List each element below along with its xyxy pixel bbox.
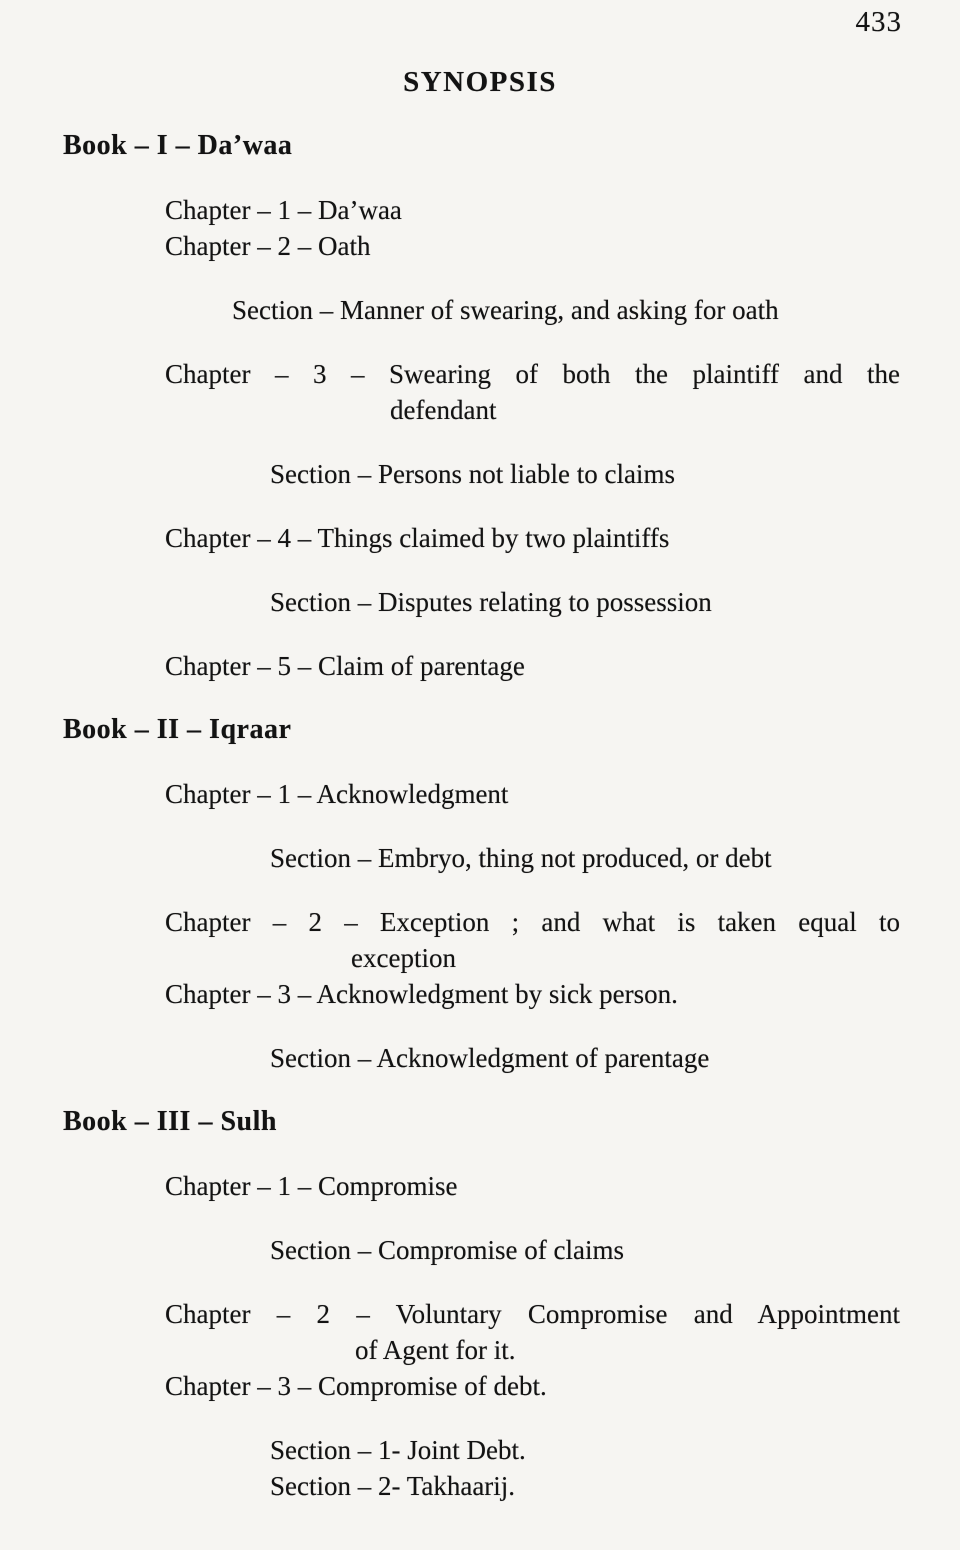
chapter-entry: Chapter – 3 – Acknowledgment by sick person.: [165, 979, 678, 1009]
chapter-entry: Chapter – 3 – Swearing of both the plaintiff and the: [165, 359, 900, 389]
section-entry: Section – Compromise of claims: [270, 1235, 624, 1265]
page-title: SYNOPSIS: [403, 66, 557, 98]
chapter-entry: Chapter – 4 – Things claimed by two plaintiffs: [165, 523, 670, 553]
section-entry: Section – Persons not liable to claims: [270, 459, 675, 489]
section-entry: Section – Acknowledgment of parentage: [270, 1043, 710, 1073]
chapter-entry-continuation: of Agent for it.: [355, 1335, 516, 1365]
chapter-entry-continuation: exception: [351, 943, 456, 973]
chapter-entry: Chapter – 2 – Exception ; and what is taken equal to: [165, 907, 900, 937]
section-entry: Section – 1- Joint Debt.: [270, 1435, 526, 1465]
section-entry: Section – Manner of swearing, and asking for oath: [232, 295, 779, 325]
chapter-entry: Chapter – 3 – Compromise of debt.: [165, 1371, 547, 1401]
section-entry: Section – Embryo, thing not produced, or debt: [270, 843, 772, 873]
book-heading-3: Book – III – Sulh: [63, 1106, 277, 1137]
book-heading-1: Book – I – Da’waa: [63, 130, 293, 161]
chapter-entry: Chapter – 2 – Voluntary Compromise and Appointment: [165, 1299, 900, 1329]
chapter-entry: Chapter – 1 – Da’waa: [165, 195, 402, 225]
chapter-entry: Chapter – 1 – Compromise: [165, 1171, 458, 1201]
section-entry: Section – Disputes relating to possession: [270, 587, 712, 617]
page-number: 433: [855, 6, 902, 38]
chapter-entry: Chapter – 1 – Acknowledgment: [165, 779, 509, 809]
chapter-entry-continuation: defendant: [390, 395, 497, 425]
section-entry: Section – 2- Takhaarij.: [270, 1471, 516, 1501]
chapter-entry: Chapter – 5 – Claim of parentage: [165, 651, 525, 681]
book-heading-2: Book – II – Iqraar: [63, 714, 292, 745]
chapter-entry: Chapter – 2 – Oath: [165, 231, 371, 261]
